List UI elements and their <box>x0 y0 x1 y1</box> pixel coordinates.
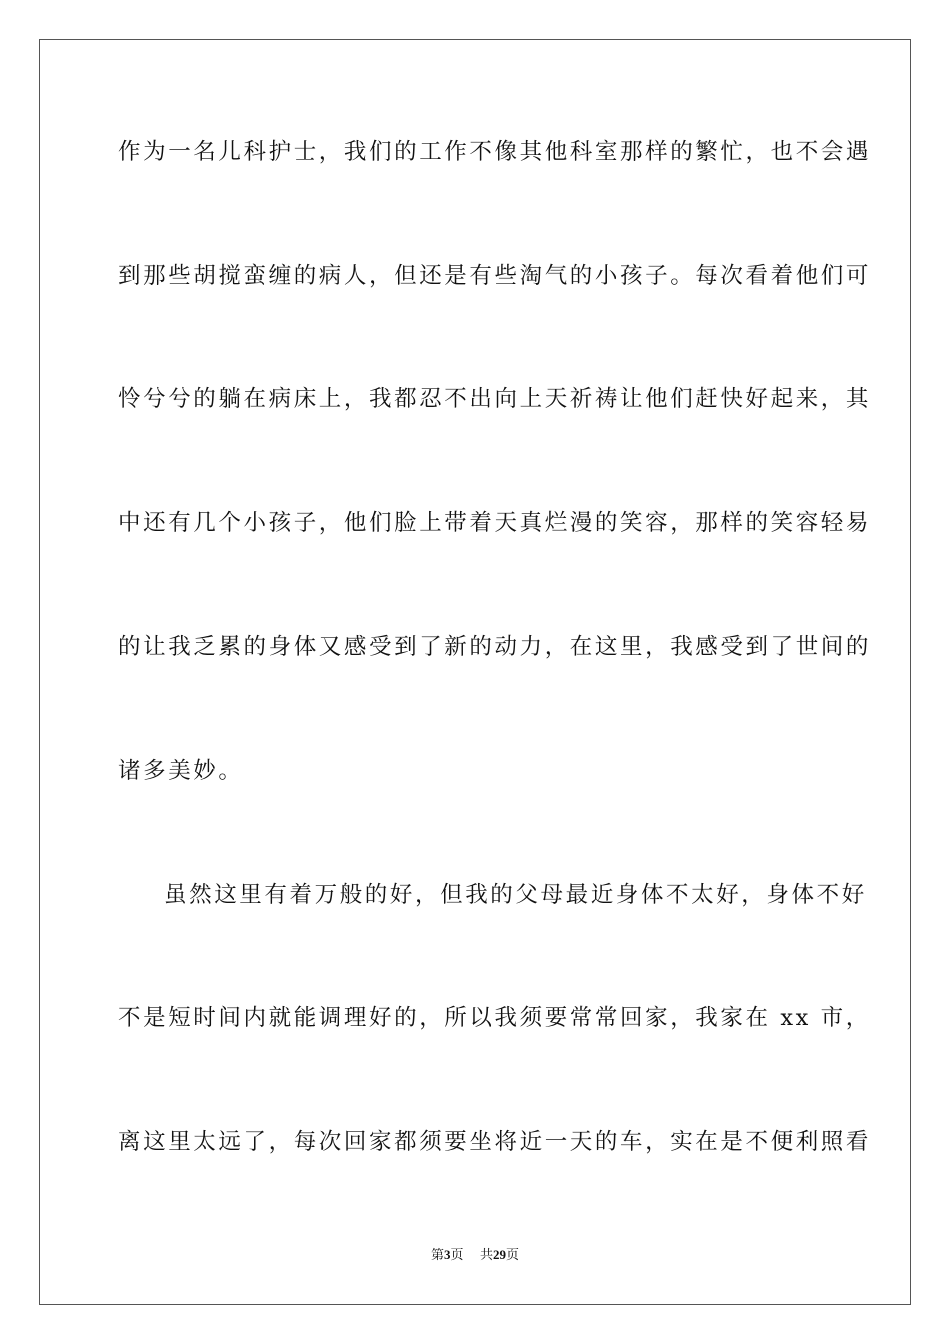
current-page-number: 3 <box>443 1247 451 1262</box>
footer-total-prefix: 共 <box>480 1248 494 1263</box>
body-text-line: 中还有几个小孩子，他们脸上带着天真烂漫的笑容，那样的笑容轻易 <box>118 510 872 536</box>
footer-total-suffix: 页 <box>506 1248 520 1263</box>
body-text-line: 诸多美妙。 <box>118 758 244 784</box>
page-footer <box>0 1246 950 1265</box>
body-text-line: 作为一名儿科护士，我们的工作不像其他科室那样的繁忙，也不会遇 <box>118 139 872 165</box>
footer-page-suffix: 页 <box>450 1248 464 1263</box>
body-text-line: 到那些胡搅蛮缠的病人，但还是有些淘气的小孩子。每次看着他们可 <box>118 263 872 289</box>
total-pages-number: 29 <box>493 1247 507 1262</box>
body-text-line: 离这里太远了，每次回家都须要坐将近一天的车，实在是不便利照看 <box>118 1129 872 1155</box>
body-text-line: 怜兮兮的躺在病床上，我都忍不出向上天祈祷让他们赶快好起来，其 <box>118 386 872 412</box>
body-text-line: 的让我乏累的身体又感受到了新的动力，在这里，我感受到了世间的 <box>118 634 872 660</box>
page-border <box>39 39 911 1305</box>
footer-prefix: 第 <box>430 1248 444 1263</box>
body-text-line: 不是短时间内就能调理好的，所以我须要常常回家，我家在 xx 市， <box>118 1005 871 1031</box>
paragraph-first-line: 虽然这里有着万般的好，但我的父母最近身体不太好，身体不好 <box>164 882 867 908</box>
